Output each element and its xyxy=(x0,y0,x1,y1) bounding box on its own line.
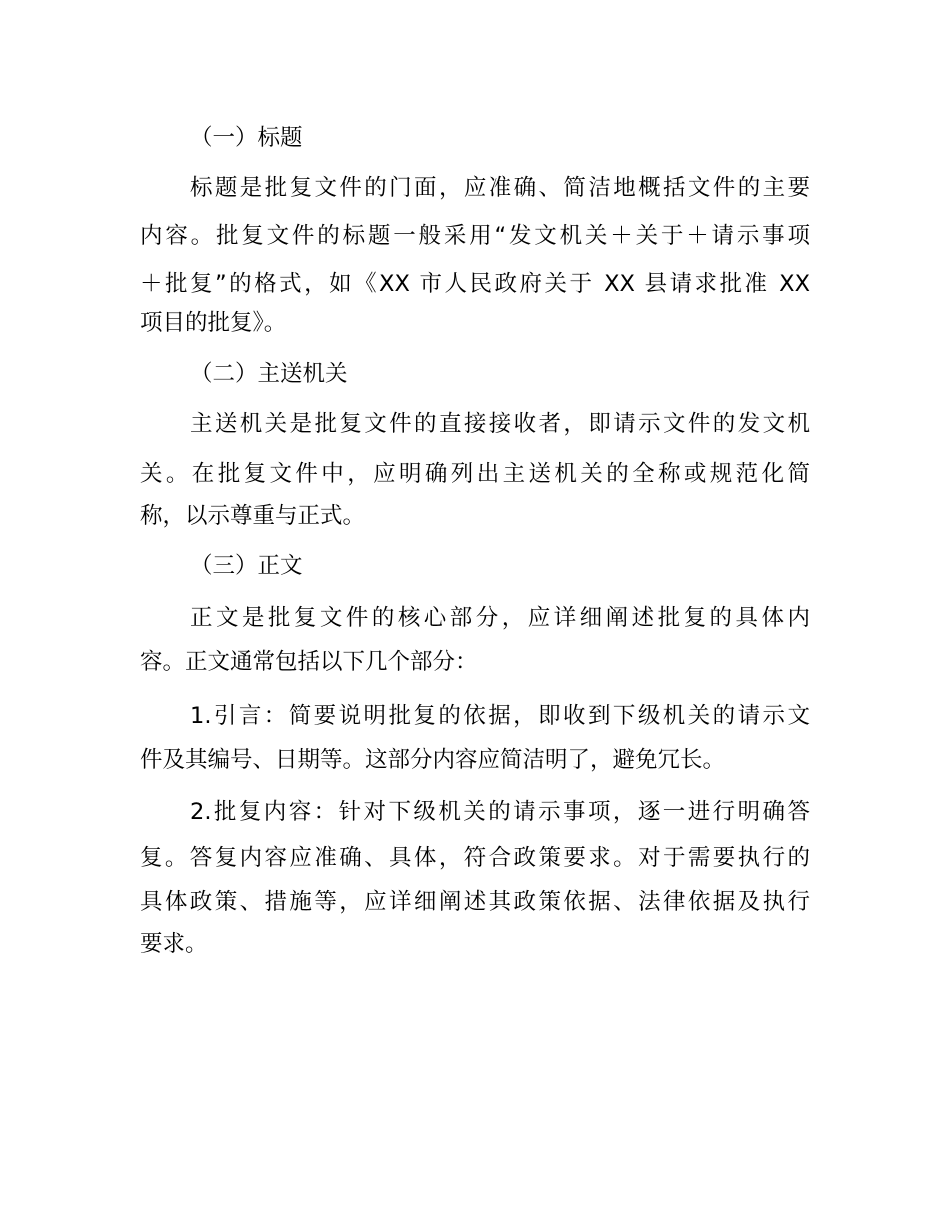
paragraph-line: 复。答复内容应准确、具体，符合政策要求。对于需要执行的 xyxy=(140,845,810,871)
paragraph-line: ＋批复”的格式，如《XX 市人民政府关于 XX 县请求批准 XX xyxy=(140,271,810,297)
paragraph-line: 2.批复内容：针对下级机关的请示事项，逐一进行明确答 xyxy=(190,799,810,825)
paragraph-line: 称，以示尊重与正式。 xyxy=(140,503,366,529)
section-heading: （一）标题 xyxy=(190,125,303,151)
paragraph-line: 具体政策、措施等，应详细阐述其政策依据、法律依据及执行 xyxy=(140,889,810,915)
paragraph-line: 正文是批复文件的核心部分，应详细阐述批复的具体内 xyxy=(190,605,810,631)
paragraph-line: 内容。批复文件的标题一般采用“发文机关＋关于＋请示事项 xyxy=(140,223,810,249)
paragraph-line: 件及其编号、日期等。这部分内容应简洁明了，避免冗长。 xyxy=(140,747,726,773)
paragraph-line: 要求。 xyxy=(140,931,208,957)
paragraph-line: 标题是批复文件的门面，应准确、简洁地概括文件的主要 xyxy=(190,175,810,201)
paragraph-line: 项目的批复》。 xyxy=(140,310,287,336)
section-heading: （三）正文 xyxy=(190,553,303,579)
paragraph-line: 1.引言：简要说明批复的依据，即收到下级机关的请示文 xyxy=(190,703,810,729)
paragraph-line: 容。正文通常包括以下几个部分： xyxy=(140,649,478,675)
paragraph-line: 关。在批复文件中，应明确列出主送机关的全称或规范化简 xyxy=(140,461,810,487)
paragraph-line: 主送机关是批复文件的直接接收者，即请示文件的发文机 xyxy=(190,411,810,437)
section-heading: （二）主送机关 xyxy=(190,361,348,387)
